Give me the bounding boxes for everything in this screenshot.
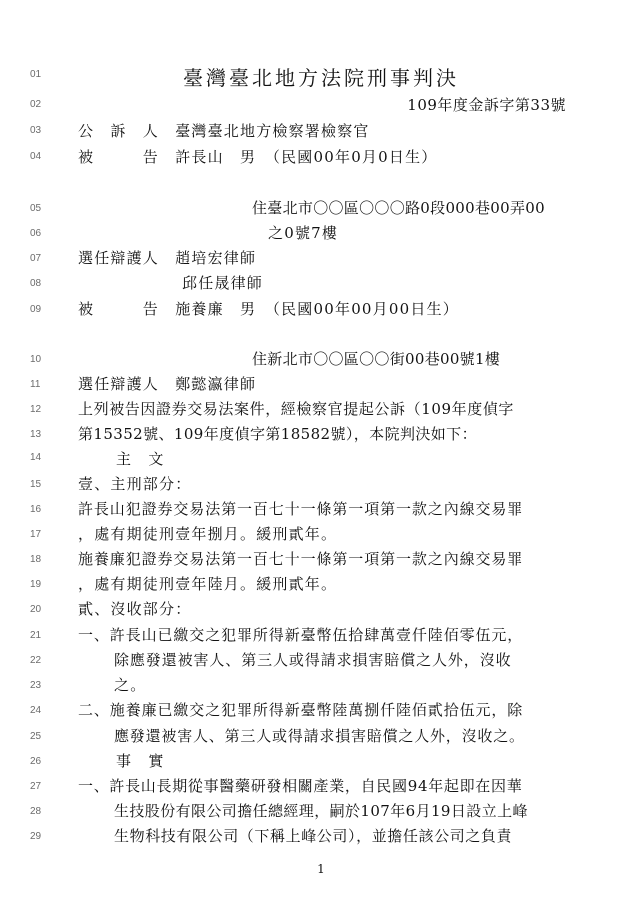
defense-counsel-line: 選任辯護人 趙培宏律師 <box>78 249 257 267</box>
defense-counsel-line-2: 邱任晟律師 <box>182 274 264 292</box>
line-number: 06 <box>30 228 42 239</box>
defendant-1-line: 被 告 許長山 男 （民國00年0月0日生） <box>78 148 438 166</box>
defendant-1-address-cont: 之0號7樓 <box>268 224 339 242</box>
body-line: 一、許長山已繳交之犯罪所得新臺幣伍拾肆萬壹仟陸佰零伍元， <box>78 626 524 644</box>
line-number: 13 <box>30 429 42 440</box>
line-number: 19 <box>30 579 42 590</box>
line-number: 28 <box>30 806 42 817</box>
body-line: 二、施養廉已繳交之犯罪所得新臺幣陸萬捌仟陸佰貳拾伍元，除 <box>78 701 524 719</box>
defense-counsel-line-3: 選任辯護人 鄭懿瀛律師 <box>78 375 257 393</box>
document-title: 臺灣臺北地方法院刑事判決 <box>183 66 459 90</box>
line-number: 04 <box>30 151 42 162</box>
line-number: 25 <box>30 731 42 742</box>
line-number: 15 <box>30 479 42 490</box>
defendant-2-address: 住新北市〇〇區〇〇街00巷00號1樓 <box>252 350 501 368</box>
case-number: 109年度金訴字第33號 <box>407 96 566 114</box>
line-number: 24 <box>30 705 42 716</box>
line-number: 26 <box>30 756 42 767</box>
line-number: 12 <box>30 404 42 415</box>
body-line: 除應發還被害人、第三人或得請求損害賠償之人外，沒收 <box>114 651 512 669</box>
line-number: 14 <box>30 452 42 463</box>
line-number: 11 <box>30 379 41 390</box>
line-number: 02 <box>30 99 42 110</box>
intro-paragraph-line: 上列被告因證券交易法案件，經檢察官提起公訴（109年度偵字 <box>78 400 515 418</box>
line-number: 27 <box>30 781 42 792</box>
prosecutor-line: 公 訴 人 臺灣臺北地方檢察署檢察官 <box>78 122 370 140</box>
line-number: 22 <box>30 655 42 666</box>
line-number: 21 <box>30 630 42 641</box>
line-number: 05 <box>30 203 42 214</box>
line-number: 10 <box>30 354 42 365</box>
section-heading-facts: 事 實 <box>116 752 165 770</box>
body-line: 生技股份有限公司擔任總經理，嗣於107年6月19日設立上峰 <box>114 802 528 820</box>
line-number: 29 <box>30 831 42 842</box>
line-number: 07 <box>30 253 42 264</box>
body-line: 一、許長山長期從事醫藥研發相關產業，自民國94年起即在因華 <box>78 777 523 795</box>
defendant-1-address: 住臺北市〇〇區〇〇〇路0段000巷00弄00 <box>252 199 545 217</box>
line-number: 03 <box>30 125 42 136</box>
intro-paragraph-line: 第15352號、109年度偵字第18582號），本院判決如下： <box>78 425 477 443</box>
body-line: 應發還被害人、第三人或得請求損害賠償之人外，沒收之。 <box>114 727 525 745</box>
section-heading-main-text: 主 文 <box>116 450 165 468</box>
body-line: 之。 <box>114 676 147 694</box>
subsection-heading: 壹、主刑部分： <box>78 475 192 493</box>
defendant-2-line: 被 告 施養廉 男 （民國00年00月00日生） <box>78 300 459 318</box>
body-line: 施養廉犯證券交易法第一百七十一條第一項第一款之內線交易罪 <box>78 550 524 568</box>
body-line: ，處有期徒刑壹年陸月。緩刑貳年。 <box>78 575 338 593</box>
line-number: 23 <box>30 680 42 691</box>
line-number: 16 <box>30 504 42 515</box>
line-number: 18 <box>30 554 42 565</box>
line-number: 20 <box>30 604 42 615</box>
subsection-heading: 貳、沒收部分： <box>78 600 192 618</box>
line-number: 01 <box>30 69 42 80</box>
line-number: 17 <box>30 529 42 540</box>
page-number: 1 <box>317 862 325 876</box>
body-line: 生物科技有限公司（下稱上峰公司），並擔任該公司之負責 <box>114 827 513 845</box>
line-number: 09 <box>30 304 42 315</box>
body-line: ，處有期徒刑壹年捌月。緩刑貳年。 <box>78 525 338 543</box>
line-number: 08 <box>30 278 42 289</box>
body-line: 許長山犯證券交易法第一百七十一條第一項第一款之內線交易罪 <box>78 500 524 518</box>
